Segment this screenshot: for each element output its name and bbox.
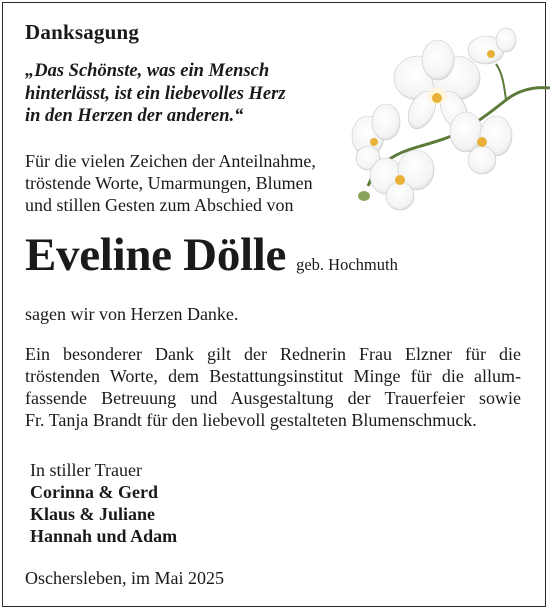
quote-line: hinterlässt, ist ein liebevolles Herz — [25, 83, 286, 104]
deceased-name-line — [25, 228, 398, 282]
place-date: Oschersleben, im Mai 2025 — [25, 568, 224, 588]
mourner-name: Corinna & Gerd — [30, 482, 158, 502]
quote-line: in den Herzen der anderen.“ — [25, 106, 244, 126]
thanks-line: sagen wir von Herzen Danke. — [25, 304, 239, 324]
intro-line: Für die vielen Zeichen der Anteilnahme, — [25, 151, 316, 171]
deceased-name: Eveline Dölle — [25, 229, 287, 281]
intro-line: und stillen Gesten zum Abschied von — [25, 195, 294, 215]
mourner-name: Hannah und Adam — [30, 526, 178, 546]
special-thanks-paragraph — [25, 343, 521, 431]
orchid-bud — [468, 28, 516, 64]
memorial-quote — [25, 60, 286, 128]
mourning-lead: In stiller Trauer — [30, 460, 142, 480]
notice-heading: Danksagung — [25, 20, 140, 44]
orchid-flower-right — [450, 112, 512, 174]
birth-name: geb. Hochmuth — [296, 255, 398, 274]
quote-line: „Das Schönste, was ein Mensch — [25, 61, 270, 81]
orchid-icon — [346, 26, 550, 216]
intro-text — [25, 150, 316, 216]
mourners-block — [30, 459, 177, 547]
mourner-name: Klaus & Juliane — [30, 504, 156, 524]
special-thanks-line: Ein besonderer Dank gilt der Rednerin Frau Elzner für die — [25, 344, 521, 364]
special-thanks-line: Fr. Tanja Brandt für den liebevoll gestalteten Blumenschmuck. — [25, 410, 477, 430]
special-thanks-line: fassende Betreuung und Ausgestaltung der Trauerfeier sowie — [25, 388, 521, 408]
intro-line: tröstende Worte, Umarmungen, Blumen — [25, 173, 313, 193]
special-thanks-line: tröstenden Worte, dem Bestattungsinstitut Minge für die allum- — [25, 366, 521, 386]
